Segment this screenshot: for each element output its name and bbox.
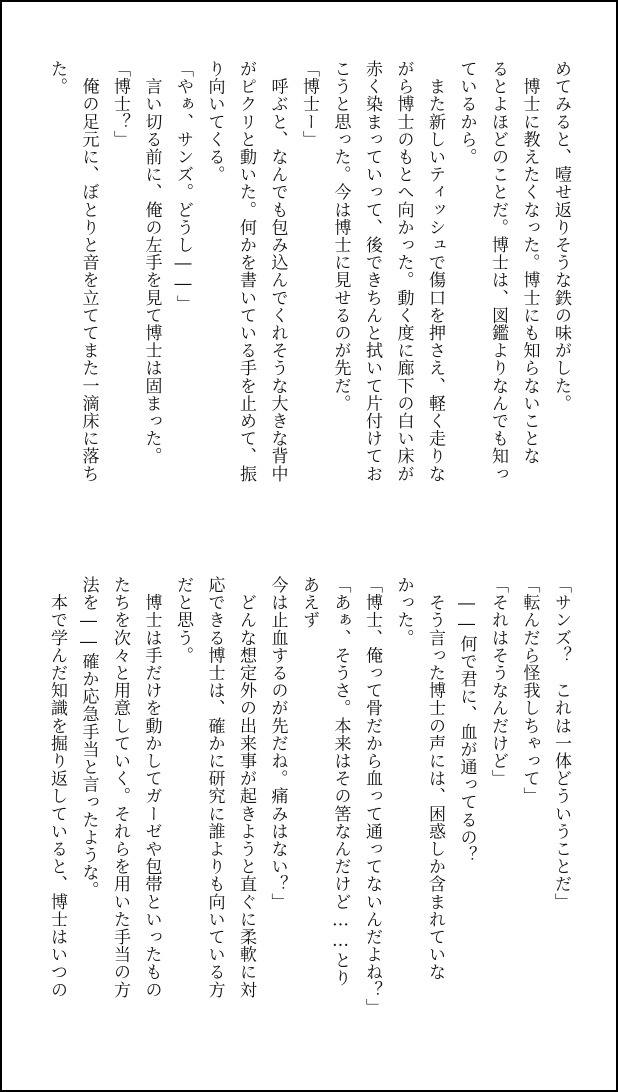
text-line: 応できる博士は、確かに研究に誰よりも向いている方 bbox=[204, 576, 225, 999]
text-line: 今は止血するのが先だね。痛みはない？」 bbox=[267, 576, 288, 911]
text-line: ているから。 bbox=[456, 60, 477, 166]
text-line: がら博士のもとへ向かった。動く度に廊下の白い床が bbox=[393, 60, 414, 483]
text-line: また新しいティッシュで傷口を押さえ、軽く走りな bbox=[425, 60, 445, 483]
text-line: 「サンズ？ これは一体どういうことだ」 bbox=[551, 576, 571, 911]
text-line: ――何で君に、血が通ってるの？ bbox=[456, 576, 477, 864]
lower-text-block bbox=[41, 576, 577, 1046]
text-line: だと思う。 bbox=[173, 576, 193, 664]
text-line: どんな想定外の出来事が起きようと直ぐに柔軟に対 bbox=[236, 576, 256, 999]
text-line: 赤く染まっていって、後できちんと拭いて片付けてお bbox=[362, 60, 382, 483]
text-line: 法を――確か応急手当と言ったような。 bbox=[78, 576, 99, 899]
text-line: 言い切る前に、俺の左手を見て博士は固まった。 bbox=[141, 60, 162, 465]
text-line: 「それはそうなんだけど」 bbox=[488, 576, 508, 788]
text-line: 俺の足元に、ぼとりと音を立ててまた一滴床に落ち bbox=[78, 60, 99, 483]
text-line: たちを次々と用意していく。それらを用いた手当の方 bbox=[110, 576, 130, 999]
text-line: めてみると、噎せ返りそうな鉄の味がした。 bbox=[551, 60, 571, 412]
text-line: 「やぁ、サンズ。どうし――」 bbox=[173, 60, 193, 313]
text-line: 本で学んだ知識を掘り返していると、博士はいつの bbox=[47, 576, 67, 999]
text-line: かった。 bbox=[393, 576, 414, 647]
text-line: 「博士ー」 bbox=[299, 60, 319, 148]
upper-text-block bbox=[41, 60, 577, 530]
text-line: あえず bbox=[299, 576, 319, 629]
text-line: そう言った博士の声には、困惑しか含まれていな bbox=[425, 576, 445, 981]
text-line: 「あぁ、そうさ。本来はその筈なんだけど……とり bbox=[330, 576, 351, 987]
text-line: 「博士？」 bbox=[110, 60, 130, 148]
text-line: がピクリと動いた。何かを書いている手を止めて、振 bbox=[236, 60, 256, 483]
text-line: こうと思った。今は博士に見せるのが先だ。 bbox=[330, 60, 351, 412]
text-line: 呼ぶと、なんでも包み込んでくれそうな大きな背中 bbox=[267, 60, 288, 483]
text-line: 博士に教えたくなった。博士にも知らないことな bbox=[519, 60, 540, 465]
text-line: た。 bbox=[47, 60, 67, 96]
text-line: 博士は手だけを動かしてガーゼや包帯といったもの bbox=[141, 576, 162, 999]
text-line: 「転んだら怪我しちゃって」 bbox=[519, 576, 540, 805]
text-line: り向いてくる。 bbox=[204, 60, 225, 184]
text-line: 「博士、俺って骨だから血って通ってないんだよね？」 bbox=[362, 576, 382, 1016]
text-line: るとよほどのことだ。博士は、図鑑よりなんでも知っ bbox=[488, 60, 508, 483]
